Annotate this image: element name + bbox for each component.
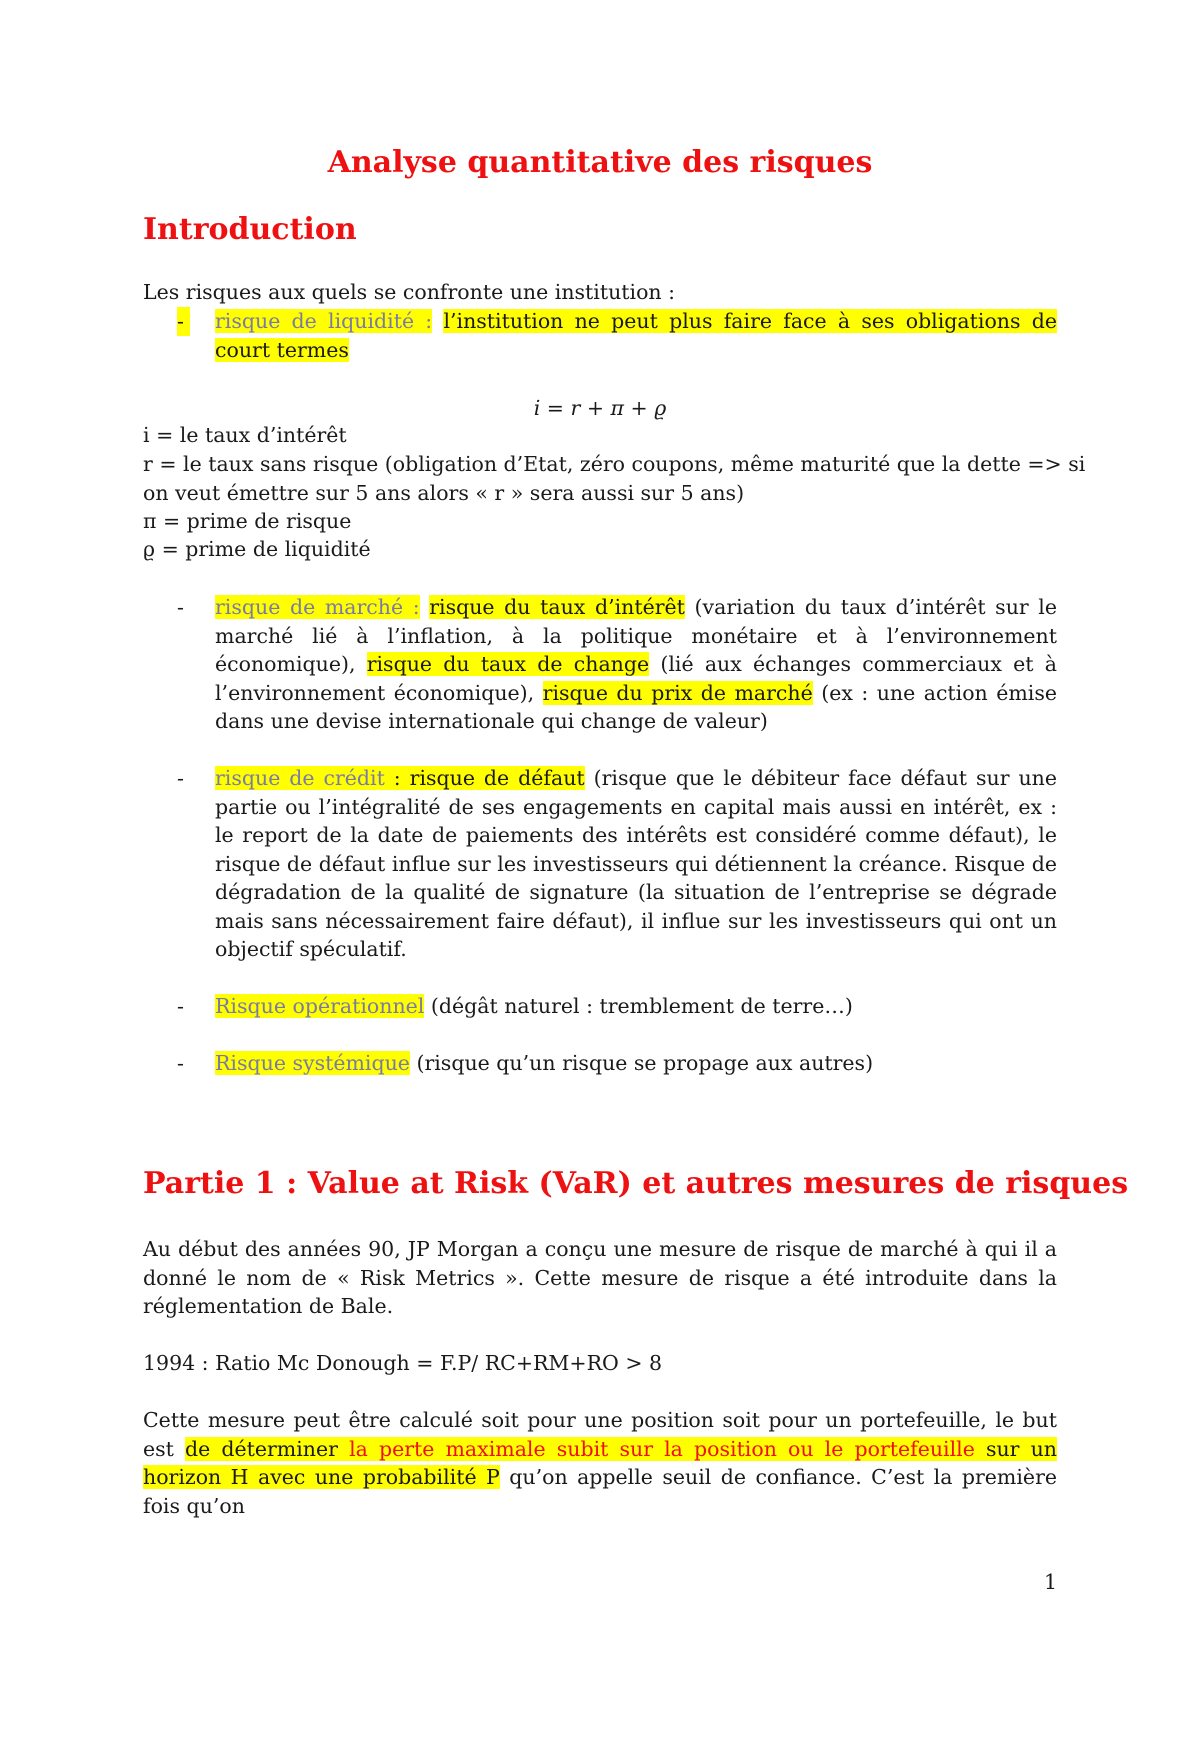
partie1-paragraph-3: [143, 1406, 1057, 1520]
def-pi: π = prime de risque: [143, 509, 352, 533]
market-text-2: (lié aux échanges commerciaux et à l’environnement économique),: [215, 652, 1057, 705]
list-dash: -: [177, 994, 184, 1018]
credit-colon: :: [384, 766, 410, 790]
market-interest-rate-risk: risque du taux d’intérêt: [429, 595, 685, 619]
partie1-p3-highlight-2: sur un horizon H avec une probabilité P: [143, 1436, 1058, 1489]
list-item-systemic-risk: [143, 1049, 1057, 1079]
partie1-p3-highlight-1: de déterminer: [185, 1436, 350, 1461]
systemic-text: (risque qu’un risque se propage aux autres): [409, 1051, 874, 1075]
market-text-3: (ex : une action émise dans une devise internationale qui change de valeur): [215, 680, 1058, 733]
partie1-paragraph-1: Au début des années 90, JP Morgan a conçu une mesure de risque de marché à qui il a donné le nom de « Risk Metrics ». Cette mesure de risque a été introduite dans la réglementation de Bale.: [143, 1237, 1057, 1318]
liquidity-text: l’institution ne peut plus faire face à ses obligations de court termes: [215, 309, 1057, 362]
market-exchange-rate-risk: risque du taux de change: [366, 652, 650, 676]
operational-label: Risque opérationnel: [215, 994, 425, 1018]
list-dash: -: [177, 595, 184, 619]
partie1-paragraph-2: 1994 : Ratio Mc Donough = F.P/ RC+RM+RO > 8: [143, 1351, 663, 1375]
def-r-line2: on veut émettre sur 5 ans alors « r » sera aussi sur 5 ans): [143, 481, 745, 505]
list-item-credit-risk: [143, 764, 1057, 974]
def-r-line1: r = le taux sans risque (obligation d’Etat, zéro coupons, même maturité que la dette => si: [143, 452, 1086, 476]
list-dash: -: [177, 307, 190, 336]
market-text-1: (variation du taux d’intérêt sur le marché lié à l’inflation, à la politique monétaire et à l’environnement économique),: [215, 595, 1057, 676]
intro-lead: Les risques aux quels se confronte une institution :: [143, 280, 676, 304]
market-price-risk: risque du prix de marché: [542, 680, 813, 705]
market-label: risque de marché :: [215, 595, 420, 619]
list-item-operational-risk: [143, 992, 1057, 1022]
list-dash: -: [177, 766, 184, 790]
systemic-label: Risque systémique: [215, 1051, 410, 1075]
partie1-p3-max-loss: la perte maximale subit sur la position ou le portefeuille: [349, 1436, 975, 1461]
list-item-liquidity: [143, 307, 1057, 367]
credit-text: (risque que le débiteur face défaut sur une partie ou l’intégralité de ses engagements en capital mais aussi en intérêt, ex : le report de la date de paiements des intérêts est considéré comme défaut), le risque de défaut influe sur les investisseurs qui détiennent la créance. Risque de dégradation de la qualité de signature (la situation de l’entreprise se dégrade mais sans nécessairement faire défaut), il influe sur les investisseurs qui ont un objectif spéculatif.: [215, 766, 1057, 961]
liquidity-label: risque de liquidité :: [215, 309, 433, 333]
heading-introduction: Introduction: [143, 212, 357, 247]
partie1-p3-start: Cette mesure peut être calculé soit pour une position soit pour un portefeuille, le but est: [143, 1408, 1057, 1461]
list-dash: -: [177, 1051, 184, 1075]
credit-label: risque de crédit: [215, 766, 385, 790]
def-rho: ϱ = prime de liquidité: [143, 537, 371, 561]
operational-text: (dégât naturel : tremblement de terre…): [424, 994, 853, 1018]
interest-formula: i = r + π + ϱ: [533, 396, 667, 420]
heading-partie-1: Partie 1 : Value at Risk (VaR) et autres mesures de risques: [143, 1166, 1129, 1201]
credit-default-risk: risque de défaut: [409, 766, 585, 790]
list-item-market-risk: [143, 593, 1057, 743]
partie1-p3-end: qu’on appelle seuil de confiance. C’est la première fois qu’on: [143, 1465, 1057, 1518]
def-i: i = le taux d’intérêt: [143, 423, 347, 447]
document-title: Analyse quantitative des risques: [327, 145, 873, 180]
page-number: 1: [1043, 1570, 1057, 1594]
